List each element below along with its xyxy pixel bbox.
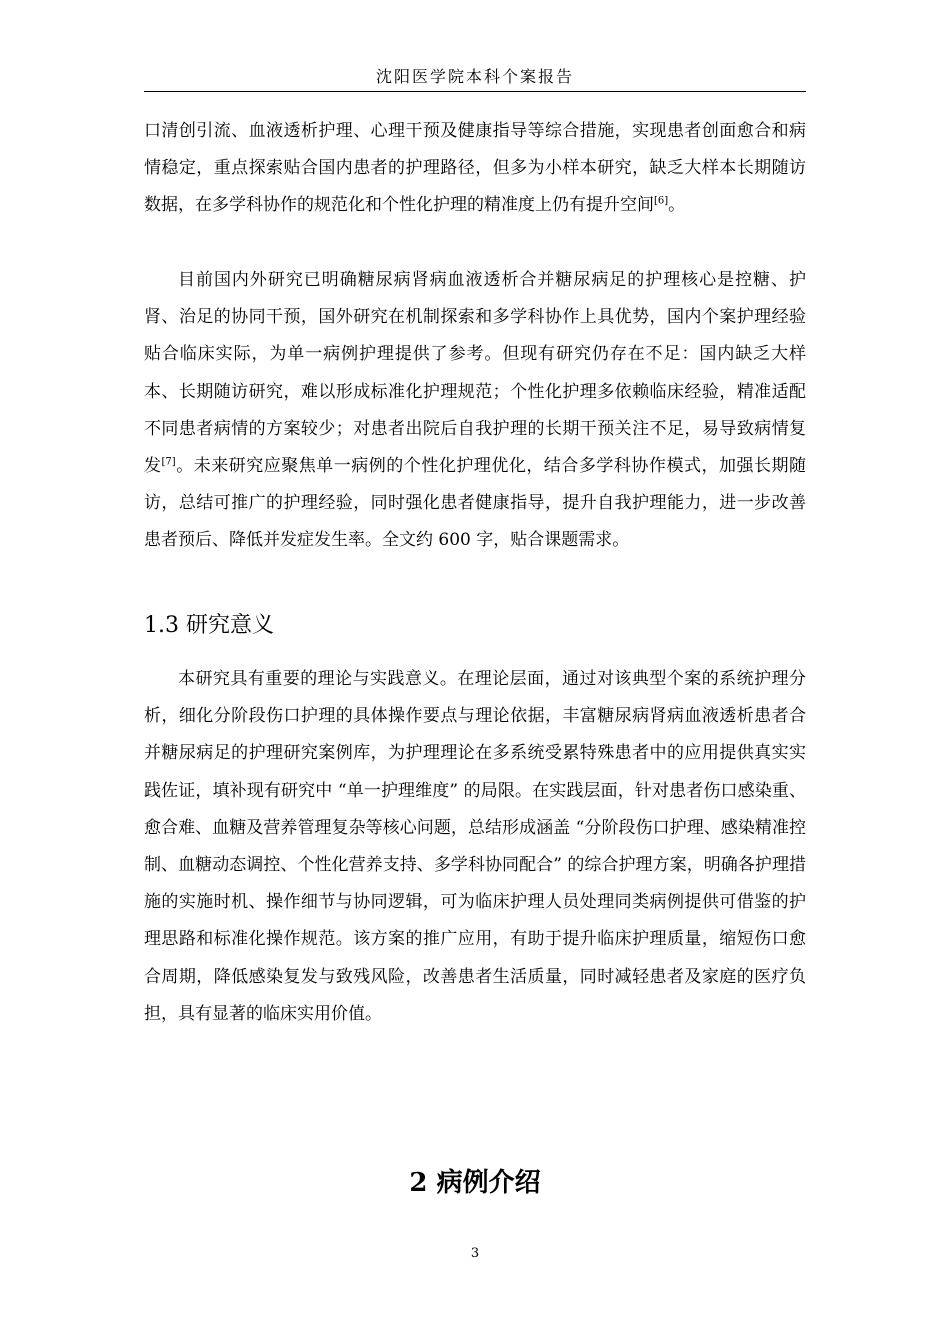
paragraph-literature-summary	[144, 262, 806, 560]
paragraph-text-a: 目前国内外研究已明确糖尿病肾病血液透析合并糖尿病足的护理核心是控糖、护肾、治足的协同干预，国外研究在机制探索和多学科协作上具优势，国内个案护理经验贴合临床实际，为单一病例护理提供了参考。但现有研究仍存在不足：国内缺乏大样本、长期随访研究，难以形成标准化护理规范；个性化护理多依赖临床经验，精准适配不同患者病情的方案较少；对患者出院后自我护理的长期干预关注不足，易导致病情复发	[144, 270, 806, 477]
paragraph-literature-domestic	[144, 113, 806, 225]
citation-7: [7]	[161, 456, 176, 468]
page-header: 沈阳医学院本科个案报告	[375, 67, 574, 86]
paragraph-significance: 本研究具有重要的理论与实践意义。在理论层面，通过对该典型个案的系统护理分析，细化分阶段伤口护理的具体操作要点与理论依据，丰富糖尿病肾病血液透析患者合并糖尿病足的护理研究案例库，为护理理论在多系统受累特殊患者中的应用提供真实实践佐证，填补现有研究中 “单一护理维度” 的局限。在实践层面，针对患者伤口感染重、愈合难、血糖及营养管理复杂等核心问题，总结形成涵盖 “分阶段伤口护理、感染精准控制、血糖动态调控、个性化营养支持、多学科协同配合” 的综合护理方案，明确各护理措施的实施时机、操作细节与协同逻辑，可为临床护理人员处理同类病例提供可借鉴的护理思路和标准化操作规范。该方案的推广应用，有助于提升临床护理质量，缩短伤口愈合周期，降低感染复发与致残风险，改善患者生活质量，同时减轻患者及家庭的医疗负担，具有显著的临床实用价值。	[144, 669, 806, 1024]
paragraph-text-b: 。未来研究应聚焦单一病例的个性化护理优化，结合多学科协作模式，加强长期随访，总结可推广的护理经验，同时强化患者健康指导，提升自我护理能力，进一步改善患者预后、降低并发症发生率。全文约 600 字，贴合课题需求。	[144, 456, 807, 551]
citation-6: [6]	[654, 195, 669, 207]
page-number: 3	[470, 1246, 480, 1261]
paragraph-text: 口清创引流、血液透析护理、心理干预及健康指导等综合措施，实现患者创面愈合和病情稳定，重点探索贴合国内患者的护理路径，但多为小样本研究，缺乏大样本长期随访数据，在多学科协作的规范化和个性化护理的精准度上仍有提升空间	[144, 121, 806, 216]
header-rule	[144, 91, 806, 92]
section-heading-1-3: 1.3 研究意义	[144, 613, 274, 638]
paragraph-end: 。	[668, 195, 686, 216]
chapter-heading-2: 2 病例介绍	[409, 1168, 541, 1198]
